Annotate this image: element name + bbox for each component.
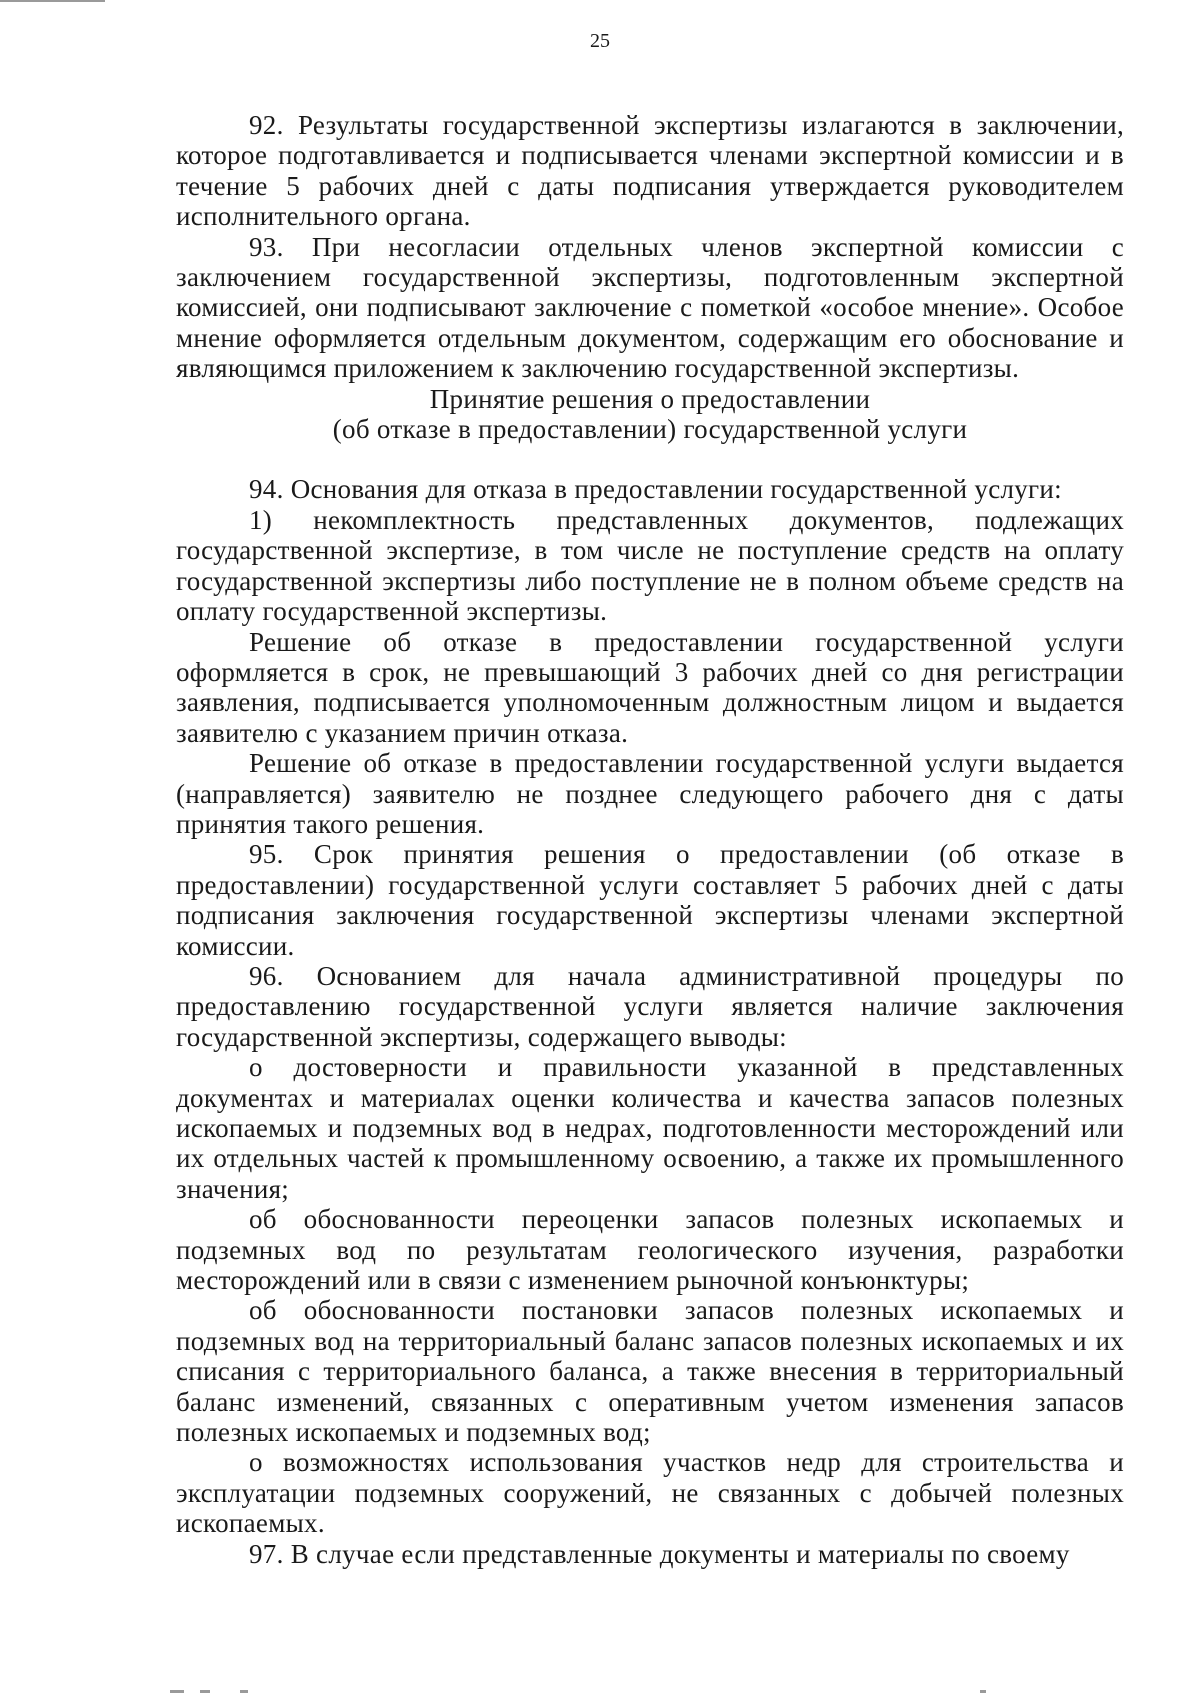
paragraph-96-conclusion-b: об обоснованности переоценки запасов полезных ископаемых и подземных вод по результатам геологического изучения, разработки месторождений или в связи с изменением рыночной конъюнктуры; (176, 1204, 1124, 1296)
section-heading (176, 384, 1124, 445)
scan-mark (170, 1690, 184, 1693)
paragraph-96-conclusion-d: о возможностях использования участков недр для строительства и эксплуатации подземных сооружений, не связанных с добычей полезных ископаемых. (176, 1447, 1124, 1539)
document-body (176, 110, 1124, 1569)
paragraph-refusal-issue: Решение об отказе в предоставлении государственной услуги выдается (направляется) заявителю не позднее следующего рабочего дня с даты принятия такого решения. (176, 748, 1124, 839)
scan-edge-mark (0, 0, 105, 2)
scan-bottom-marks (160, 1690, 1060, 1694)
paragraph-93: 93. При несогласии отдельных членов экспертной комиссии с заключением государственной экспертизы, подготовленным экспертной комиссией, они подписывают заключение с пометкой «особое мнение». Особое мнение оформляется отдельным документом, содержащим его обоснование и являющимся приложением к заключению государственной экспертизы. (176, 231, 1124, 384)
paragraph-94: 94. Основания для отказа в предоставлении государственной услуги: (249, 474, 1062, 505)
paragraph-96-conclusion-a: о достоверности и правильности указанной в представленных документах и материалах оценки количества и качества запасов полезных ископаемых и подземных вод в недрах, подготовленности месторождений или их отдельных частей к промышленному освоению, а также их промышленного значения; (176, 1052, 1124, 1204)
paragraph-96: 96. Основанием для начала административной процедуры по предоставлению государственной услуги является наличие заключения государственной экспертизы, содержащего выводы: (176, 960, 1124, 1052)
section-heading-line-1: Принятие решения о предоставлении (429, 383, 871, 414)
paragraph-94-item-1: 1) некомплектность представленных документов, подлежащих государственной экспертизе, в том числе не поступление средств на оплату государственной экспертизы либо поступление не в полном объеме средств на оплату государственной экспертизы. (176, 504, 1124, 627)
paragraph-95: 95. Срок принятия решения о предоставлении (об отказе в предоставлении) государственной услуги составляет 5 рабочих дней с даты подписания заключения государственной экспертизы членами экспертной комиссии. (176, 839, 1124, 961)
paragraph-refusal-term: Решение об отказе в предоставлении государственной услуги оформляется в срок, не превышающий 3 рабочих дней со дня регистрации заявления, подписывается уполномоченным должностным лицом и выдается заявителю с указанием причин отказа. (176, 626, 1124, 748)
scan-mark (980, 1690, 986, 1693)
scan-mark (200, 1690, 210, 1693)
page-number: 25 (590, 30, 610, 52)
paragraph-92: 92. Результаты государственной экспертизы излагаются в заключении, которое подготавливается и подписывается членами экспертной комиссии и в течение 5 рабочих дней с даты подписания утверждается руководителем исполнительного органа. (176, 110, 1124, 232)
paragraph-96-conclusion-c: об обоснованности постановки запасов полезных ископаемых и подземных вод на территориальный баланс запасов полезных ископаемых и их списания с территориального баланса, а также внесения в территориальный баланс изменений, связанных с оперативным учетом изменения запасов полезных ископаемых и подземных вод; (176, 1295, 1124, 1448)
paragraph-97: 97. В случае если представленные документы и материалы по своему (249, 1538, 1070, 1569)
section-heading-line-2: (об отказе в предоставлении) государственной услуги (332, 414, 968, 445)
scan-mark (240, 1690, 248, 1693)
